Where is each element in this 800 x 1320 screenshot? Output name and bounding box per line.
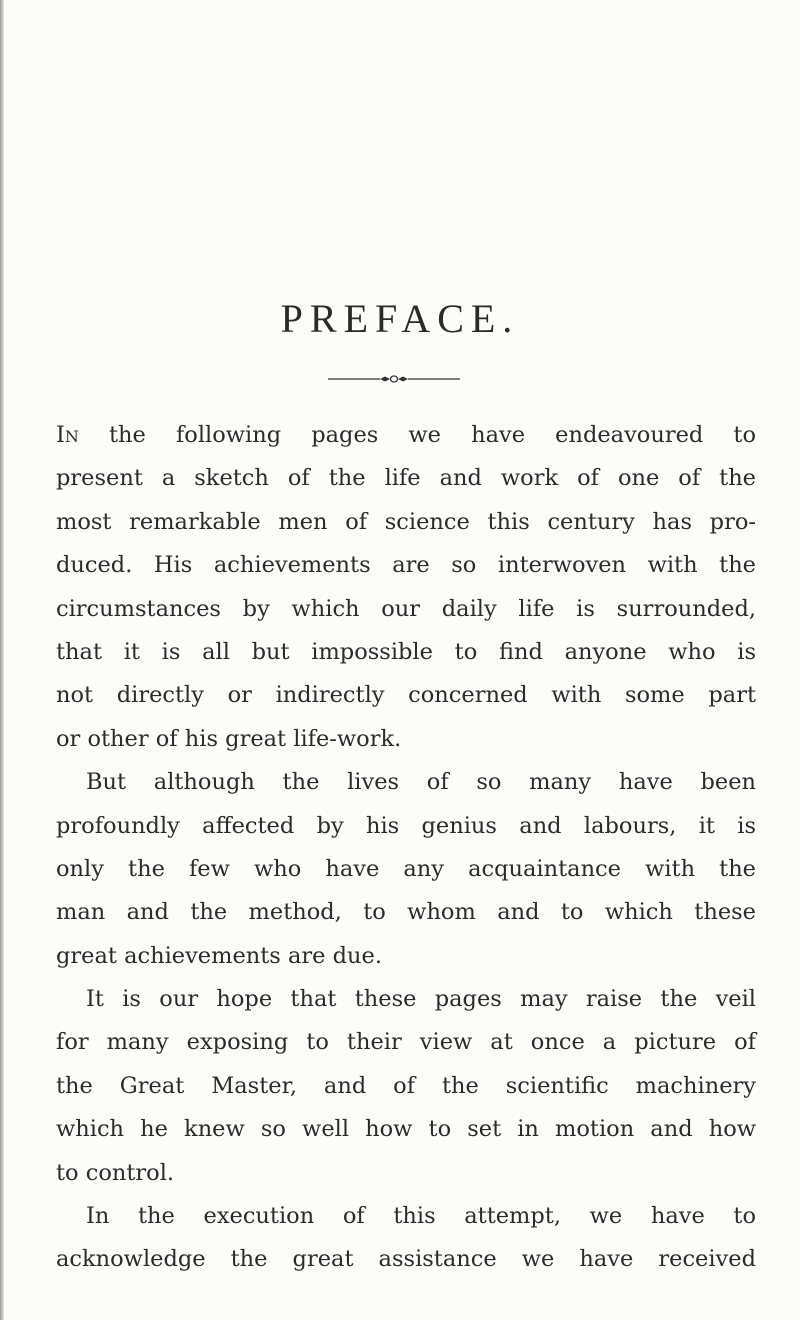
text-line: great achievements are due. bbox=[56, 942, 383, 969]
paragraph-1 bbox=[56, 414, 756, 761]
text-line: that it is all but impossible to find anyone who is bbox=[56, 638, 756, 665]
text-line: or other of his great life-work. bbox=[56, 725, 402, 752]
text-line: to control. bbox=[56, 1159, 175, 1186]
text-line: most remarkable men of science this century has pro- bbox=[56, 508, 756, 535]
text-line: But although the lives of so many have been bbox=[86, 769, 756, 796]
preface-body bbox=[56, 414, 756, 1282]
text-line: man and the method, to whom and to which these bbox=[56, 899, 756, 926]
text-line: not directly or indirectly concerned with some part bbox=[56, 682, 756, 709]
text-line: the Great Master, and of the scientific machinery bbox=[56, 1072, 756, 1099]
text-line: which he knew so well how to set in motion and how bbox=[56, 1116, 756, 1143]
text-line: present a sketch of the life and work of one of the bbox=[56, 465, 756, 492]
text-line: In the execution of this attempt, we have to bbox=[86, 1203, 756, 1230]
page-title: PREFACE. bbox=[280, 296, 520, 341]
text-line: It is our hope that these pages may raise the veil bbox=[86, 986, 756, 1013]
ornamental-rule-icon bbox=[328, 374, 460, 384]
paragraph-4 bbox=[56, 1195, 756, 1282]
page-edge-shadow bbox=[0, 0, 4, 1320]
text-line: profoundly affected by his genius and labours, it is bbox=[56, 812, 756, 839]
text-line: circumstances by which our daily life is surrounded, bbox=[56, 595, 756, 622]
text-line: duced. His achievements are so interwoven with the bbox=[56, 552, 756, 579]
line-text: the following pages we have endeavoured to bbox=[78, 422, 756, 448]
drop-word: In bbox=[56, 422, 79, 448]
text-line: acknowledge the great assistance we have received bbox=[56, 1246, 756, 1273]
text-line: for many exposing to their view at once a picture of bbox=[56, 1029, 756, 1056]
text-line bbox=[56, 414, 756, 457]
paragraph-3 bbox=[56, 978, 756, 1195]
text-line: only the few who have any acquaintance with the bbox=[56, 855, 756, 882]
paragraph-2 bbox=[56, 761, 756, 978]
